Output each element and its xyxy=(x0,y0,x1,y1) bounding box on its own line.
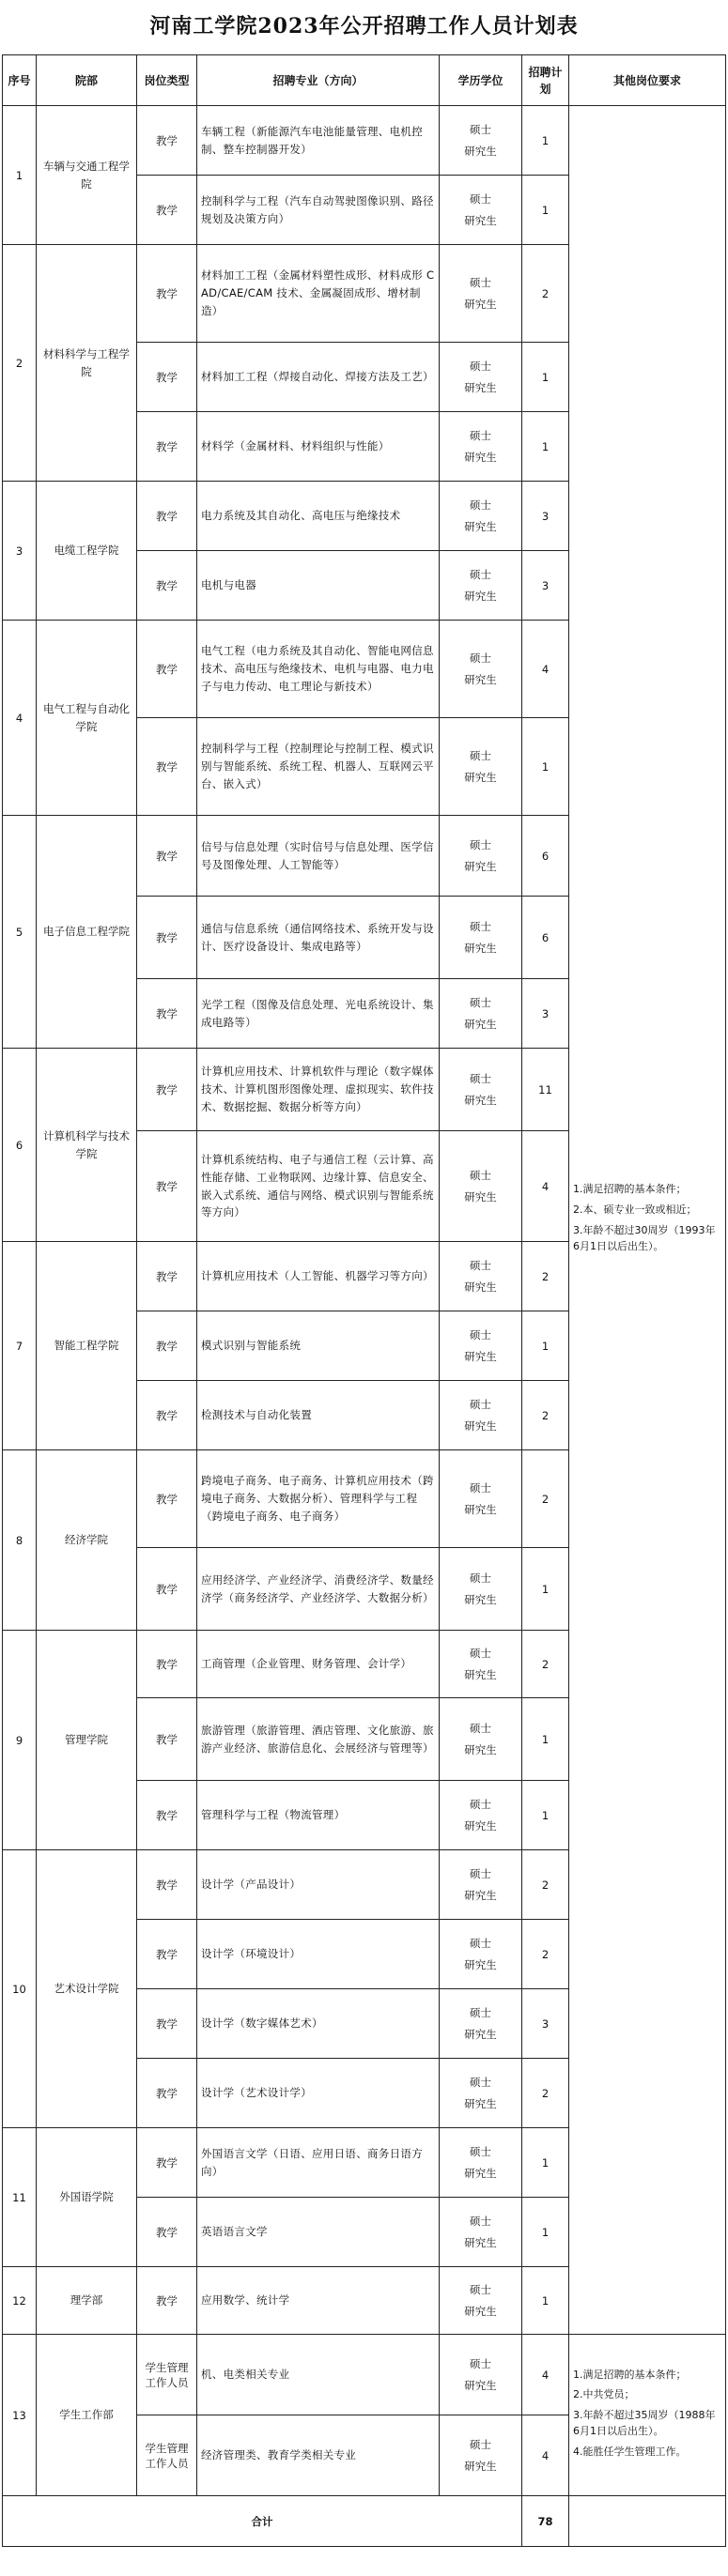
post-type-cell: 教学 xyxy=(137,1631,197,1698)
degree-cell xyxy=(440,897,522,979)
major-cell: 控制科学与工程（控制理论与控制工程、模式识别与智能系统、系统工程、机器人、互联网云平台、嵌入式） xyxy=(197,718,440,816)
plan-count-cell: 3 xyxy=(522,979,569,1049)
degree-cell xyxy=(440,176,522,245)
major-cell: 车辆工程（新能源汽车电池能量管理、电机控制、整车控制器开发） xyxy=(197,106,440,176)
seq-cell: 5 xyxy=(3,816,37,1049)
dept-cell: 电缆工程学院 xyxy=(37,482,137,621)
total-requirements-empty xyxy=(569,2496,726,2547)
degree-cell xyxy=(440,412,522,482)
major-cell: 应用数学、统计学 xyxy=(197,2267,440,2335)
plan-count-cell: 1 xyxy=(522,2267,569,2335)
post-type-cell: 教学 xyxy=(137,176,197,245)
dept-cell: 管理学院 xyxy=(37,1631,137,1850)
degree-line-1: 硕士 xyxy=(470,2214,491,2228)
degree-cell xyxy=(440,1242,522,1311)
post-type-cell: 教学 xyxy=(137,2128,197,2198)
post-type-cell: 教学 xyxy=(137,343,197,412)
degree-line-1: 硕士 xyxy=(470,2437,491,2451)
dept-cell: 车辆与交通工程学院 xyxy=(37,106,137,245)
header-major: 招聘专业（方向） xyxy=(197,55,440,106)
plan-count-cell: 4 xyxy=(522,621,569,718)
requirements-cell-teaching xyxy=(569,106,726,2335)
degree-line-1: 硕士 xyxy=(470,275,491,289)
degree-line-2: 研究生 xyxy=(464,2027,497,2041)
major-cell: 计算机应用技术、计算机软件与理论（数字媒体技术、计算机图形图像处理、虚拟现实、软件技术、数据挖掘、数据分析等方向） xyxy=(197,1049,440,1131)
plan-count-cell: 2 xyxy=(522,2059,569,2128)
degree-line-2: 研究生 xyxy=(464,1742,497,1756)
degree-line-1: 硕士 xyxy=(470,359,491,373)
post-type-cell: 教学 xyxy=(137,1381,197,1450)
degree-cell xyxy=(440,2335,522,2415)
plan-count-cell: 11 xyxy=(522,1049,569,1131)
degree-line-2: 研究生 xyxy=(464,1280,497,1294)
degree-line-1: 硕士 xyxy=(470,2144,491,2158)
post-type-cell: 教学 xyxy=(137,1989,197,2059)
major-cell: 设计学（环境设计） xyxy=(197,1920,440,1989)
post-type-cell: 教学 xyxy=(137,1049,197,1131)
degree-cell xyxy=(440,2267,522,2335)
degree-cell xyxy=(440,621,522,718)
degree-cell xyxy=(440,1381,522,1450)
post-type-cell: 教学 xyxy=(137,106,197,176)
post-type-cell: 教学 xyxy=(137,1781,197,1850)
requirement-item: 1.满足招聘的基本条件； xyxy=(573,2368,687,2381)
degree-cell xyxy=(440,1450,522,1548)
degree-cell xyxy=(440,2198,522,2267)
plan-count-cell: 4 xyxy=(522,2335,569,2415)
plan-count-cell: 1 xyxy=(522,412,569,482)
post-type-cell: 教学 xyxy=(137,897,197,979)
degree-cell xyxy=(440,1311,522,1381)
major-cell: 模式识别与智能系统 xyxy=(197,1311,440,1381)
seq-cell: 13 xyxy=(3,2335,37,2496)
degree-cell xyxy=(440,106,522,176)
degree-cell xyxy=(440,816,522,897)
degree-cell xyxy=(440,551,522,621)
requirement-item: 2.中共党员； xyxy=(573,2388,635,2401)
degree-line-2: 研究生 xyxy=(464,450,497,464)
major-cell: 计算机应用技术（人工智能、机器学习等方向） xyxy=(197,1242,440,1311)
dept-cell: 电气工程与自动化学院 xyxy=(37,621,137,816)
plan-count-cell: 2 xyxy=(522,1450,569,1548)
degree-line-1: 硕士 xyxy=(470,837,491,851)
degree-line-1: 硕士 xyxy=(470,1480,491,1495)
table-row xyxy=(3,2335,726,2415)
degree-line-1: 硕士 xyxy=(470,1866,491,1880)
plan-count-cell: 2 xyxy=(522,1631,569,1698)
seq-cell: 4 xyxy=(3,621,37,816)
degree-cell xyxy=(440,718,522,816)
degree-line-1: 硕士 xyxy=(470,2282,491,2296)
plan-count-cell: 4 xyxy=(522,1131,569,1242)
degree-cell xyxy=(440,1989,522,2059)
post-type-cell: 教学 xyxy=(137,718,197,816)
plan-count-cell: 2 xyxy=(522,1850,569,1920)
post-type-cell: 学生管理工作人员 xyxy=(137,2335,197,2415)
dept-cell: 电子信息工程学院 xyxy=(37,816,137,1049)
plan-count-cell: 6 xyxy=(522,816,569,897)
major-cell: 外国语言文学（日语、应用日语、商务日语方向） xyxy=(197,2128,440,2198)
seq-cell: 12 xyxy=(3,2267,37,2335)
major-cell: 设计学（产品设计） xyxy=(197,1850,440,1920)
degree-line-2: 研究生 xyxy=(464,1592,497,1606)
plan-count-cell: 1 xyxy=(522,1781,569,1850)
degree-line-2: 研究生 xyxy=(464,213,497,227)
seq-cell: 11 xyxy=(3,2128,37,2267)
degree-line-2: 研究生 xyxy=(464,144,497,158)
post-type-cell: 教学 xyxy=(137,1850,197,1920)
major-cell: 电气工程（电力系统及其自动化、智能电网信息技术、高电压与绝缘技术、电机与电器、电力电子与电力传动、电工理论与新技术） xyxy=(197,621,440,718)
requirement-item: 3.年龄不超过30周岁（1993年6月1日以后出生）。 xyxy=(573,1223,716,1253)
degree-cell xyxy=(440,1131,522,1242)
degree-cell xyxy=(440,1781,522,1850)
degree-line-1: 硕士 xyxy=(470,2356,491,2370)
post-type-cell: 教学 xyxy=(137,1311,197,1381)
requirement-item: 4.能胜任学生管理工作。 xyxy=(573,2445,687,2458)
plan-count-cell: 2 xyxy=(522,1242,569,1311)
post-type-cell: 教学 xyxy=(137,551,197,621)
major-cell: 跨境电子商务、电子商务、计算机应用技术（跨境电子商务、大数据分析）、管理科学与工程（跨境电子商务、电子商务） xyxy=(197,1450,440,1548)
degree-line-2: 研究生 xyxy=(464,1189,497,1204)
dept-cell: 艺术设计学院 xyxy=(37,1850,137,2128)
header-row xyxy=(3,55,726,106)
degree-line-1: 硕士 xyxy=(470,1797,491,1811)
degree-line-1: 硕士 xyxy=(470,1571,491,1585)
post-type-cell: 教学 xyxy=(137,412,197,482)
major-cell: 机、电类相关专业 xyxy=(197,2335,440,2415)
degree-line-2: 研究生 xyxy=(464,1957,497,1971)
degree-cell xyxy=(440,245,522,343)
degree-line-2: 研究生 xyxy=(464,1818,497,1832)
header-plan: 招聘计划 xyxy=(522,55,569,106)
degree-line-1: 硕士 xyxy=(470,1721,491,1735)
major-cell: 光学工程（图像及信息处理、光电系统设计、集成电路等） xyxy=(197,979,440,1049)
degree-cell xyxy=(440,979,522,1049)
recruitment-plan-table xyxy=(2,54,726,2547)
major-cell: 材料加工工程（金属材料塑性成形、材料成形 CAD/CAE/CAM 技术、金属凝固成形、增材制造） xyxy=(197,245,440,343)
degree-cell xyxy=(440,1920,522,1989)
degree-line-2: 研究生 xyxy=(464,2096,497,2110)
dept-cell: 智能工程学院 xyxy=(37,1242,137,1450)
degree-line-2: 研究生 xyxy=(464,770,497,784)
degree-line-1: 硕士 xyxy=(470,1071,491,1085)
plan-count-cell: 4 xyxy=(522,2415,569,2496)
post-type-cell: 教学 xyxy=(137,621,197,718)
requirement-item: 3.年龄不超过35周岁（1988年6月1日以后出生）。 xyxy=(573,2408,716,2438)
plan-count-cell: 3 xyxy=(522,1989,569,2059)
seq-cell: 8 xyxy=(3,1450,37,1631)
major-cell: 旅游管理（旅游管理、酒店管理、文化旅游、旅游产业经济、旅游信息化、会展经济与管理等） xyxy=(197,1698,440,1781)
post-type-cell: 教学 xyxy=(137,1242,197,1311)
major-cell: 设计学（艺术设计学） xyxy=(197,2059,440,2128)
plan-count-cell: 1 xyxy=(522,1311,569,1381)
seq-cell: 7 xyxy=(3,1242,37,1450)
degree-line-2: 研究生 xyxy=(464,2166,497,2180)
requirements-cell-student-affairs xyxy=(569,2335,726,2496)
total-row xyxy=(3,2496,726,2547)
major-cell: 计算机系统结构、电子与通信工程（云计算、高性能存储、工业物联网、边缘计算、信息安全、嵌入式系统、通信与网络、模式识别与智能系统等方向） xyxy=(197,1131,440,1242)
degree-line-2: 研究生 xyxy=(464,1502,497,1516)
degree-line-1: 硕士 xyxy=(470,1936,491,1950)
major-cell: 材料学（金属材料、材料组织与性能） xyxy=(197,412,440,482)
plan-count-cell: 1 xyxy=(522,343,569,412)
degree-line-2: 研究生 xyxy=(464,1888,497,1902)
degree-line-1: 硕士 xyxy=(470,651,491,665)
seq-cell: 9 xyxy=(3,1631,37,1850)
degree-line-2: 研究生 xyxy=(464,859,497,873)
post-type-cell: 教学 xyxy=(137,1698,197,1781)
degree-line-2: 研究生 xyxy=(464,1349,497,1363)
seq-cell: 6 xyxy=(3,1049,37,1242)
degree-cell xyxy=(440,1850,522,1920)
degree-line-1: 硕士 xyxy=(470,428,491,442)
plan-count-cell: 3 xyxy=(522,482,569,551)
header-dept: 院部 xyxy=(37,55,137,106)
degree-line-1: 硕士 xyxy=(470,1168,491,1182)
degree-cell xyxy=(440,1631,522,1698)
dept-cell: 计算机科学与技术学院 xyxy=(37,1049,137,1242)
degree-line-1: 硕士 xyxy=(470,2075,491,2089)
post-type-cell: 教学 xyxy=(137,1548,197,1631)
degree-line-1: 硕士 xyxy=(470,995,491,1009)
plan-count-cell: 2 xyxy=(522,1920,569,1989)
post-type-cell: 教学 xyxy=(137,979,197,1049)
seq-cell: 10 xyxy=(3,1850,37,2128)
degree-cell xyxy=(440,1698,522,1781)
degree-line-2: 研究生 xyxy=(464,1017,497,1031)
degree-line-2: 研究生 xyxy=(464,1418,497,1433)
major-cell: 应用经济学、产业经济学、消费经济学、数量经济学（商务经济学、产业经济学、大数据分析） xyxy=(197,1548,440,1631)
dept-cell: 理学部 xyxy=(37,2267,137,2335)
document-title: 河南工学院2023年公开招聘工作人员计划表 xyxy=(149,14,579,38)
major-cell: 英语语言文学 xyxy=(197,2198,440,2267)
major-cell: 材料加工工程（焊接自动化、焊接方法及工艺） xyxy=(197,343,440,412)
seq-cell: 2 xyxy=(3,245,37,482)
major-cell: 设计学（数字媒体艺术） xyxy=(197,1989,440,2059)
degree-cell xyxy=(440,1548,522,1631)
seq-cell: 3 xyxy=(3,482,37,621)
degree-line-1: 硕士 xyxy=(470,1646,491,1660)
post-type-cell: 教学 xyxy=(137,1920,197,1989)
degree-line-1: 硕士 xyxy=(470,122,491,136)
post-type-cell: 教学 xyxy=(137,2059,197,2128)
degree-line-2: 研究生 xyxy=(464,297,497,311)
degree-cell xyxy=(440,2415,522,2496)
degree-line-1: 硕士 xyxy=(470,1397,491,1411)
major-cell: 通信与信息系统（通信网络技术、系统开发与设计、医疗设备设计、集成电路等） xyxy=(197,897,440,979)
major-cell: 管理科学与工程（物流管理） xyxy=(197,1781,440,1850)
plan-count-cell: 1 xyxy=(522,2198,569,2267)
table-row xyxy=(3,106,726,176)
degree-line-2: 研究生 xyxy=(464,589,497,603)
plan-count-cell: 2 xyxy=(522,1381,569,1450)
post-type-cell: 教学 xyxy=(137,816,197,897)
degree-cell xyxy=(440,2128,522,2198)
dept-cell: 外国语学院 xyxy=(37,2128,137,2267)
degree-line-2: 研究生 xyxy=(464,2235,497,2249)
degree-line-2: 研究生 xyxy=(464,2304,497,2318)
post-type-cell: 教学 xyxy=(137,482,197,551)
header-requirements: 其他岗位要求 xyxy=(569,55,726,106)
dept-cell: 材料科学与工程学院 xyxy=(37,245,137,482)
post-type-cell: 教学 xyxy=(137,245,197,343)
major-cell: 经济管理类、教育学类相关专业 xyxy=(197,2415,440,2496)
degree-line-2: 研究生 xyxy=(464,1667,497,1681)
seq-cell: 1 xyxy=(3,106,37,245)
degree-line-2: 研究生 xyxy=(464,672,497,686)
total-value: 78 xyxy=(522,2496,569,2547)
header-degree: 学历学位 xyxy=(440,55,522,106)
degree-line-1: 硕士 xyxy=(470,748,491,762)
major-cell: 电机与电器 xyxy=(197,551,440,621)
post-type-cell: 教学 xyxy=(137,2198,197,2267)
plan-count-cell: 1 xyxy=(522,718,569,816)
plan-count-cell: 6 xyxy=(522,897,569,979)
degree-line-1: 硕士 xyxy=(470,192,491,206)
degree-line-2: 研究生 xyxy=(464,941,497,955)
post-type-cell: 教学 xyxy=(137,2267,197,2335)
major-cell: 检测技术与自动化装置 xyxy=(197,1381,440,1450)
degree-line-1: 硕士 xyxy=(470,1327,491,1342)
degree-line-2: 研究生 xyxy=(464,519,497,533)
total-label: 合计 xyxy=(3,2496,522,2547)
degree-line-2: 研究生 xyxy=(464,1093,497,1107)
dept-cell: 经济学院 xyxy=(37,1450,137,1631)
degree-line-1: 硕士 xyxy=(470,2005,491,2019)
major-cell: 工商管理（企业管理、财务管理、会计学） xyxy=(197,1631,440,1698)
dept-cell: 学生工作部 xyxy=(37,2335,137,2496)
post-type-cell: 教学 xyxy=(137,1131,197,1242)
major-cell: 信号与信息处理（实时信号与信息处理、医学信号及图像处理、人工智能等） xyxy=(197,816,440,897)
major-cell: 电力系统及其自动化、高电压与绝缘技术 xyxy=(197,482,440,551)
requirement-item: 2.本、硕专业一致或相近； xyxy=(573,1203,697,1216)
header-post-type: 岗位类型 xyxy=(137,55,197,106)
degree-line-1: 硕士 xyxy=(470,919,491,933)
major-cell: 控制科学与工程（汽车自动驾驶图像识别、路径规划及决策方向） xyxy=(197,176,440,245)
degree-cell xyxy=(440,343,522,412)
plan-count-cell: 1 xyxy=(522,2128,569,2198)
degree-line-2: 研究生 xyxy=(464,380,497,394)
plan-count-cell: 3 xyxy=(522,551,569,621)
plan-count-cell: 1 xyxy=(522,1548,569,1631)
plan-count-cell: 1 xyxy=(522,176,569,245)
degree-line-1: 硕士 xyxy=(470,498,491,512)
header-seq: 序号 xyxy=(3,55,37,106)
degree-cell xyxy=(440,482,522,551)
degree-line-2: 研究生 xyxy=(464,2459,497,2473)
degree-line-1: 硕士 xyxy=(470,567,491,581)
plan-count-cell: 1 xyxy=(522,106,569,176)
plan-count-cell: 1 xyxy=(522,1698,569,1781)
requirement-item: 1.满足招聘的基本条件； xyxy=(573,1183,687,1196)
post-type-cell: 学生管理工作人员 xyxy=(137,2415,197,2496)
degree-line-2: 研究生 xyxy=(464,2378,497,2392)
plan-count-cell: 2 xyxy=(522,245,569,343)
degree-line-1: 硕士 xyxy=(470,1258,491,1272)
degree-cell xyxy=(440,1049,522,1131)
degree-cell xyxy=(440,2059,522,2128)
post-type-cell: 教学 xyxy=(137,1450,197,1548)
